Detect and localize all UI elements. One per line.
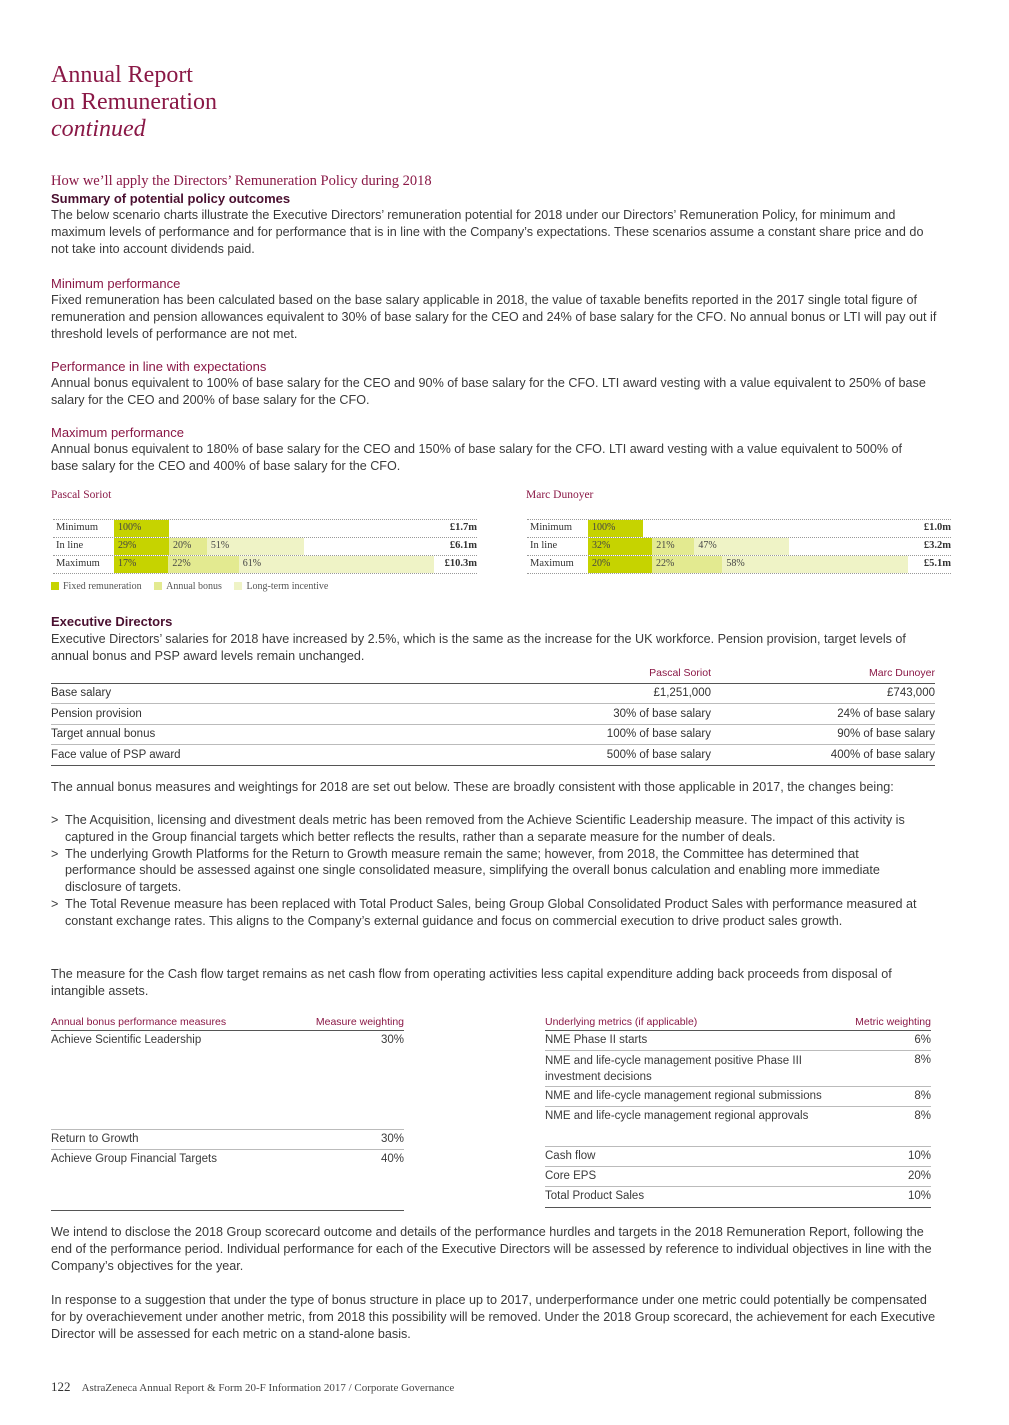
bar-value-label: 32% (592, 540, 611, 551)
metrics-header: Underlying metrics (if applicable) Metric weighting (545, 1015, 931, 1031)
chart-row-label: In line (530, 540, 558, 551)
lti-segment (694, 538, 788, 555)
chart-row-label: Maximum (56, 558, 100, 569)
closing-paragraph-1: We intend to disclose the 2018 Group scorecard outcome and details of the performance hurdles and targets in the 2018 Remuneration Report, following the end of the performance period. Individual performance for each of the Executive Directors will be assessed by reference to individual objectives in line with the Company’s objectives for the year. (51, 1225, 932, 1273)
bar-value-label: 51% (210, 540, 230, 551)
exec-title: Executive Directors (51, 614, 173, 629)
bonus-segment (652, 556, 722, 573)
legend-bonus-swatch (154, 582, 162, 590)
chart-title-soriot: Pascal Soriot (51, 489, 112, 501)
max-title: Maximum performance (51, 425, 184, 440)
fixed-segment (588, 520, 643, 537)
table-row: NME and life-cycle management regional submissions 8% (545, 1087, 931, 1107)
footer-text: AstraZeneca Annual Report & Form 20-F Information 2017 / Corporate Governance (81, 1382, 455, 1394)
table-row: Face value of PSP award 500% of base salary 400% of base salary (51, 745, 935, 766)
table-row: Pension provision 30% of base salary 24% of base salary (51, 704, 935, 725)
fixed-segment (588, 538, 652, 555)
bar-value-label: 100% (592, 522, 616, 533)
table-row: Achieve Scientific Leadership 30% (51, 1031, 404, 1130)
list-item: > The underlying Growth Platforms for the Return to Growth measure remain the same; however, from 2018, the Committee has determined that performance should be assessed against one single consolidated measure, simplifying the overall bonus calculation and enabling more immediate disclosure of targets. (51, 846, 931, 896)
page-number: 122 (51, 1379, 71, 1394)
bar-value-label: 17% (118, 558, 137, 569)
chart-legend (51, 581, 328, 592)
fixed-segment (114, 520, 169, 537)
bonus-intro: The annual bonus measures and weightings for 2018 are set out below. These are broadly consistent with those applicable in 2017, the changes being: (51, 780, 894, 794)
cashflow-paragraph: The measure for the Cash flow target remains as net cash flow from operating activities less capital expenditure adding back proceeds from disposal of intangible assets. (51, 967, 892, 998)
bonus-segment (168, 556, 238, 573)
bar-value-label: 58% (726, 558, 745, 569)
chart-row-minimum (53, 520, 477, 538)
legend-lti-swatch (234, 582, 242, 590)
table-row: Total Product Sales 10% (545, 1187, 931, 1208)
section-heading: How we’ll apply the Directors’ Remuneration Policy during 2018 (51, 173, 432, 189)
col-dunoyer: Marc Dunoyer (869, 666, 935, 679)
page-footer (51, 1379, 454, 1395)
lti-segment (239, 556, 434, 573)
exec-paragraph: Executive Directors’ salaries for 2018 have increased by 2.5%, which is the same as the increase for the UK workforce. Pension provision, target levels of annual bonus and PSP award levels remain unchanged. (51, 632, 906, 663)
bar-value-label: 100% (118, 522, 142, 533)
chart-row-label: In line (56, 540, 84, 551)
bar-value-label: 29% (118, 540, 137, 551)
chart-row-in-line (53, 538, 477, 556)
bar-value-label: 20% (592, 558, 611, 569)
legend-fixed: Fixed remuneration (51, 581, 142, 592)
fixed-segment (114, 538, 169, 555)
chart-row-in-line (527, 538, 951, 556)
fixed-segment (114, 556, 168, 573)
legend-fixed-swatch (51, 582, 59, 590)
page-title: Annual Report on Remuneration continued (51, 62, 217, 142)
table-row: NME Phase II starts 6% (545, 1031, 931, 1051)
chart-row-total: £10.3m (444, 558, 477, 569)
chart-row-label: Maximum (530, 558, 574, 569)
bonus-changes-list (51, 812, 931, 930)
exec-table-header (51, 663, 935, 683)
scenario-chart-dunoyer (527, 519, 951, 574)
bar-value-label: 22% (172, 558, 191, 569)
table-row: Return to Growth 30% (51, 1130, 404, 1150)
chart-row-total: £1.7m (449, 522, 477, 533)
scenario-chart-soriot (53, 519, 477, 574)
metrics-table (545, 1015, 931, 1208)
chart-title-dunoyer: Marc Dunoyer (526, 489, 594, 501)
table-row: Core EPS 20% (545, 1167, 931, 1187)
bonus-segment (652, 538, 694, 555)
chart-row-total: £1.0m (923, 522, 951, 533)
bar-value-label: 21% (656, 540, 675, 551)
legend-lti: Long-term incentive (234, 581, 328, 592)
closing-paragraph-2: In response to a suggestion that under the type of bonus structure in place up to 2017, underperformance under one metric could potentially be compensated for by overachievement under another metric, from 2018 this possibility will be removed. Under the 2018 Group scorecard, the achievement for each Executive Director will be assessed for each metric on a stand-alone basis. (51, 1293, 936, 1341)
lti-segment (722, 556, 908, 573)
chart-row-total: £3.2m (923, 540, 951, 551)
chart-row-maximum (53, 556, 477, 574)
list-item: > The Acquisition, licensing and divestment deals metric has been removed from the Achieve Scientific Leadership measure. The impact of this activity is captured in the Group financial targets which better reflects the results, rather than a separate measure for the number of deals. (51, 812, 931, 846)
legend-bonus: Annual bonus (154, 581, 222, 592)
chart-row-maximum (527, 556, 951, 574)
measures-table (51, 1015, 404, 1211)
table-row: Cash flow 10% (545, 1146, 931, 1167)
table-row: NME and life-cycle management regional approvals 8% (545, 1110, 931, 1122)
max-paragraph: Annual bonus equivalent to 180% of base salary for the CEO and 150% of base salary for the CFO. LTI award vesting with a value equivalent to 500% of base salary for the CEO and 400% of base salary for the CFO. (51, 442, 903, 473)
col-soriot: Pascal Soriot (649, 666, 711, 679)
chart-row-label: Minimum (56, 522, 99, 533)
bonus-segment (169, 538, 207, 555)
bar-value-label: 22% (656, 558, 675, 569)
table-row: Target annual bonus 100% of base salary 90% of base salary (51, 724, 935, 745)
chart-row-label: Minimum (530, 522, 573, 533)
measures-header: Annual bonus performance measures Measure weighting (51, 1015, 404, 1031)
min-title: Minimum performance (51, 276, 181, 291)
chart-row-total: £6.1m (449, 540, 477, 551)
list-item: > The Total Revenue measure has been replaced with Total Product Sales, being Group Global Consolidated Product Sales with performance measured at constant exchange rates. This aligns to the Company’s external guidance and focus on commercial execution to drive product sales growth. (51, 896, 931, 930)
chart-row-total: £5.1m (923, 558, 951, 569)
exec-salary-table (51, 663, 935, 766)
fixed-segment (588, 556, 652, 573)
inline-title: Performance in line with expectations (51, 359, 267, 374)
table-row: Achieve Group Financial Targets 40% (51, 1150, 404, 1211)
table-row: Base salary £1,251,000 £743,000 (51, 683, 935, 704)
summary-title: Summary of potential policy outcomes (51, 191, 291, 206)
min-paragraph: Fixed remuneration has been calculated based on the base salary applicable in 2018, the value of taxable benefits reported in the 2017 single total figure of remuneration and pension allowances equivalent to 30% of base salary for the CEO and 24% of base salary for the CFO. No annual bonus or LTI will pay out if threshold levels of performance are not met. (51, 293, 937, 341)
intro-paragraph: The below scenario charts illustrate the Executive Directors’ remuneration potential for 2018 under our Directors’ Remuneration Policy, for minimum and maximum levels of performance and for performance that is in line with the Company’s expectations. These scenarios assume a constant share price and do not take into account dividends paid. (51, 208, 924, 256)
table-row: NME and life-cycle management positive Phase III investment decisions 8% (545, 1051, 931, 1087)
bar-value-label: 61% (242, 558, 262, 569)
inline-paragraph: Annual bonus equivalent to 100% of base salary for the CEO and 90% of base salary for the CFO. LTI award vesting with a value equivalent to 250% of base salary for the CEO and 200% of base salary for the CFO. (51, 376, 926, 407)
chart-row-minimum (527, 520, 951, 538)
bar-value-label: 47% (698, 540, 717, 551)
bar-value-label: 20% (172, 540, 192, 551)
lti-segment (207, 538, 304, 555)
